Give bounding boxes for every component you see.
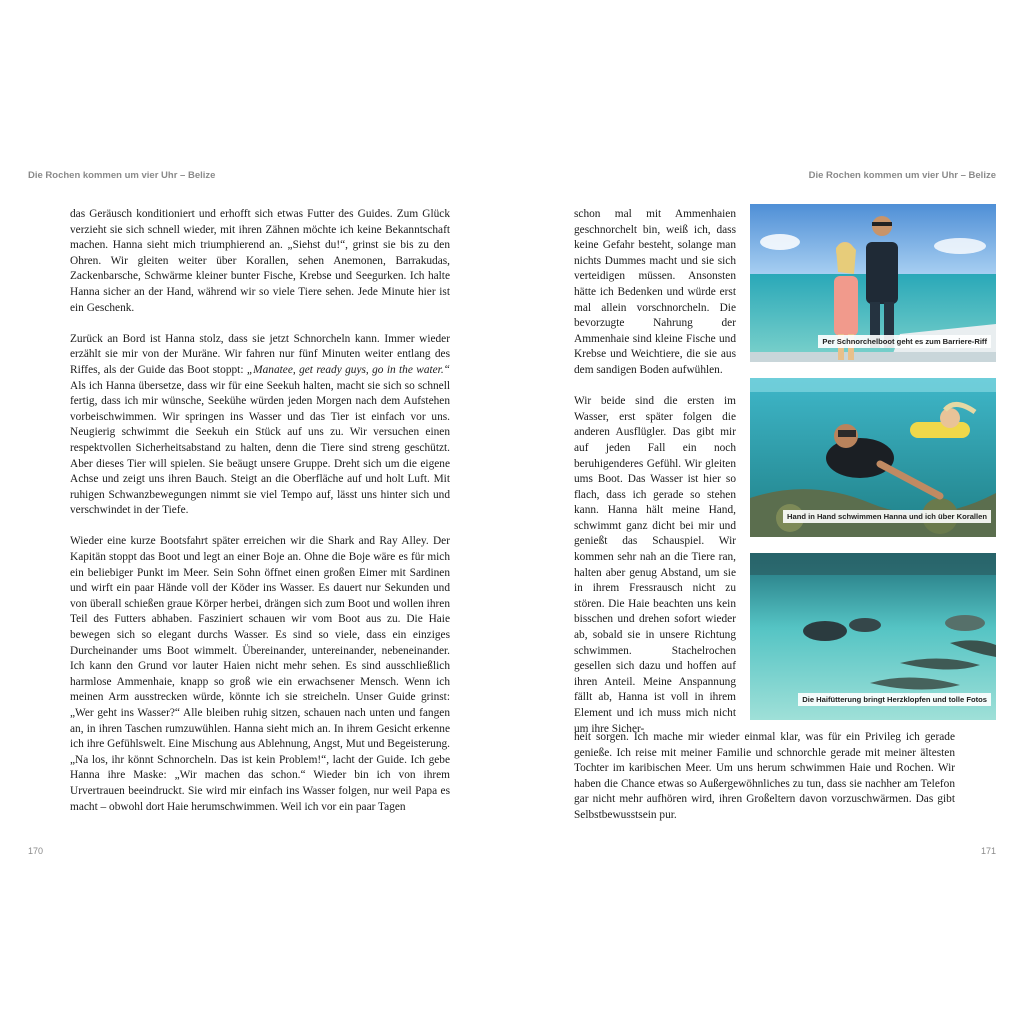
guide-quote: „Manatee, get ready guys, go in the water.“ [246,363,450,376]
running-header-left: Die Rochen kommen um vier Uhr – Belize [28,170,216,181]
right-page-narrow-text [574,207,736,737]
photo-shark-feeding [750,553,996,720]
paragraph: schon mal mit Ammenhaien geschnorchelt bin, weiß ich, dass keine Gefahr besteht, solange man nichts Dummes macht und sie sich verteidigen müssen. Ansonsten hätte ich Bedenken und würde erst mal allein vorschnorcheln. Die bevorzugte Nahrung der Ammenhaie sind kleine Fische und Krebse und Weichtiere, die sie aus dem sandigen Boden aufwühlen. [574,208,736,376]
paragraph-text: Als ich Hanna übersetze, dass wir für eine Seekuh halten, macht sie sich so schnell fertig, dass ich mir wünsche, Seekühe würden jeden Morgen nach dem Aufstehen vorbeischwimmen. Wir springen ins Wasser und das Tier ist einfach vor uns. Neugierig schwimmt die Seekuh ein Stück auf uns zu. Wir versuchen einen respektvollen Sicherheitsabstand zu halten, denn die Tiere sind streng geschützt. Aber dieses Tier will spielen. Sie beäugt unsere Gruppe. Dreht sich um die eigene Achse und zeigt uns ihren Bauch. Steigt an die Oberfläche auf und holt Luft. Mit ruhigen Schwanzbewegungen nimmt sie viel Tempo auf, lässt uns hinter sich und verschwindet in der Tiefe. [70,379,450,517]
photo-snorkel-coral [750,378,996,537]
photo-snorkel-boat [750,204,996,362]
paragraph-text: Zurück an Bord ist Hanna stolz, dass sie jetzt Schnorcheln kann. Immer wieder erzählt sie mir von der Muräne. Wir fahren nur fünf Minuten weiter entlang des Riffes, als der Guide das Boot stoppt: [70,332,450,376]
photo-caption: Per Schnorchelboot geht es zum Barriere-Riff [818,335,991,348]
paragraph [70,332,450,519]
paragraph: heit sorgen. Ich mache mir wieder einmal klar, was für ein Privileg ich gerade genieße. Ich reise mit meiner Familie und schnorchle gerade mit meiner ältesten Tochter im karibischen Meer. Um uns herum schwimmen Haie und Rochen. Wir haben die Chance etwas so Außergewöhnliches zu tun, dass sie nachher am Telefon gar nicht mehr aufhören wird, ihren Großeltern davon vorzuschwärmen. Das gibt Selbstbewusstsein pur. [574,731,955,821]
paragraph: Wieder eine kurze Bootsfahrt später erreichen wir die Shark and Ray Alley. Der Kapitän stoppt das Boot und legt an einer Boje an. Ohne die Boje wäre es für mich ein beliebiger Punkt im Meer. Sein Sohn öffnet einen großen Eimer mit Sardinen und wirft ein paar Hände voll der Köder ins Wasser. Es dauert nur Sekunden und von überall schießen graue Körper herbei, drängen sich zum Boot und wollen ihren Teil des Futters abhaben. Fasziniert schauen wir vom Boot aus zu. Die Haie bewegen sich so elegant durchs Wasser. Es sind so viele, dass ein einziges Durcheinander ums Boot wimmelt. Übereinander, untereinander, nebeneinander. Ich kann den Grund vor lauter Haien nicht mehr sehen. Es sind ausschließlich harmlose Ammenhaie, knapp so groß wie ein erwachsener Mensch. Wenn ich meinen Arm ausstrecken würde, könnte ich sie streicheln. Unser Guide grinst: „Wer geht ins Wasser?“ Alle bleiben ruhig sitzen, schauen nach unten und fangen an, in ihren Taschen rumzuwühlen. Hanna sieht mich an. In ihrem Gesicht erkenne ich ihre Gefühlswelt. Eine Mischung aus Ablehnung, Angst, Mut und Begeisterung. „Na los, ihr könnt Schnorcheln. Das ist kein Problem!“, lacht der Guide. Ich gebe Hanna ihre Maske: „Wir machen das schon.“ Wieder bin ich von ihrem Urvertrauen beeindruckt. Sie wird mir einfach ins Wasser folgen, nur weil Papa es macht – obwohl dort Haie herumschwimmen. Weil ich vor ein paar Tagen [70,535,450,813]
paragraph: das Geräusch konditioniert und erhofft sich etwas Futter des Guides. Zum Glück verzieht sie sich schnell wieder, mit ihren Zähnen möchte ich keine Bekanntschaft machen. Hanna sieht mich triumphierend an. „Siehst du!“, grinst sie bis zu den Ohren. Wir gleiten weiter über Korallen, sehen Anemonen, Barrakudas, Zackenbarsche, Schwärme kleiner bunter Fische, Krebse und Seegurken. Ich halte Hanna sicher an der Hand, während wir so viele Tiere sehen. Jede Minute hier ist ein Geschenk. [70,208,450,314]
running-header-right: Die Rochen kommen um vier Uhr – Belize [808,170,996,181]
page-number-right: 171 [980,846,996,856]
paragraph: Wir beide sind die ersten im Wasser, erst später folgen die anderen Ausflügler. Das gibt mir auf jeden Fall ein noch beruhigenderes Gefühl. Wir gleiten ums Boot. Das Wasser ist hier so flach, dass ich gerade so stehen kann. Hanna hält meine Hand, schwimmt ganz dicht bei mir und genießt das Schauspiel. Wir kommen sehr nah an die Tiere ran, halten aber genug Abstand, um sie in ihrem Fressrausch nicht zu stören. Die Haie beachten uns kein bisschen und drehen sofort wieder ab, sobald sie in unsere Richtung schwimmen. Stachelrochen gesellen sich dazu und hoffen auf ihren Anteil. Meine Anspannung fällt ab, Hanna ist voll in ihrem Element und ich muss mich nicht um ihre Sicher- [574,395,736,735]
page-number-left: 170 [28,846,44,856]
left-page-text [70,207,450,815]
photo-caption: Die Haifütterung bringt Herzklopfen und tolle Fotos [798,693,991,706]
photo-caption: Hand in Hand schwimmen Hanna und ich über Korallen [783,510,991,523]
right-page-full-text [574,730,955,824]
